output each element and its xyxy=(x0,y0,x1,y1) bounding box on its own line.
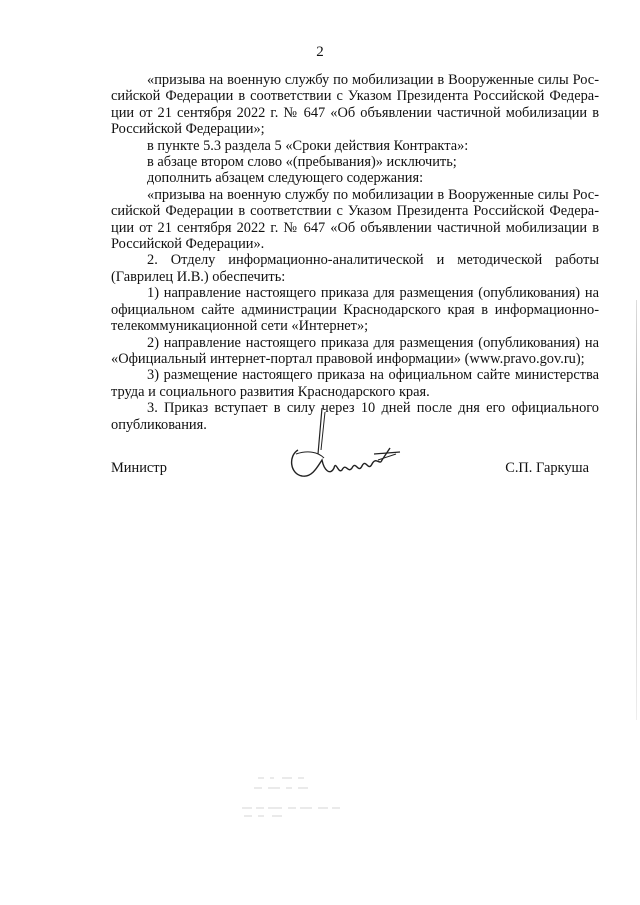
scan-edge-mark xyxy=(636,300,637,720)
paragraph: 2. Отделу информационно-аналитической и методической работы (Гаврилец И.В.) обеспечить: xyxy=(111,252,599,285)
signatory-position: Министр xyxy=(111,460,167,476)
paragraph: дополнить абзацем следующего содержания: xyxy=(147,170,424,187)
paragraph: 3. Приказ вступает в силу через 10 дней после дня его официального опубликования. xyxy=(111,400,599,433)
paragraph: 1) направление настоящего приказа для размещения (опубликования) на официальном сайте администрации Краснодарского края в информационно-телекоммуникационной сети «Интернет»; xyxy=(111,285,599,335)
paragraph: в пункте 5.3 раздела 5 «Сроки действия Контракта»: xyxy=(147,137,469,154)
paragraph: 2) направление настоящего приказа для размещения (опубликования) на «Официальный интернет-портал правовой информации» (www.pravo.gov.ru); xyxy=(111,334,599,367)
paragraph: 3) размещение настоящего приказа на официальном сайте министерства труда и социального развития Краснодарского края. xyxy=(111,367,599,400)
page-number: 2 xyxy=(316,44,324,60)
paragraph: «призыва на военную службу по мобилизации в Вооруженные силы Российской Федерации в соответствии с Указом Президента Российской Федерации от 21 сентября 2022 г. № 647 «Об объявлении частичной мобилизации в Российской Федерации». xyxy=(111,186,599,253)
paragraph: «призыва на военную службу по мобилизации в Вооруженные силы Российской Федерации в соответствии с Указом Президента Российской Федерации от 21 сентября 2022 г. № 647 «Об объявлении частичной мобилизации в Российской Федерации»; xyxy=(111,72,599,138)
handwritten-signature xyxy=(278,404,408,494)
faint-stamp-mark xyxy=(238,770,348,830)
document-body xyxy=(111,72,599,433)
signatory-name: С.П. Гаркуша xyxy=(505,460,589,476)
paragraph: в абзаце втором слово «(пребывания)» исключить; xyxy=(147,154,457,171)
